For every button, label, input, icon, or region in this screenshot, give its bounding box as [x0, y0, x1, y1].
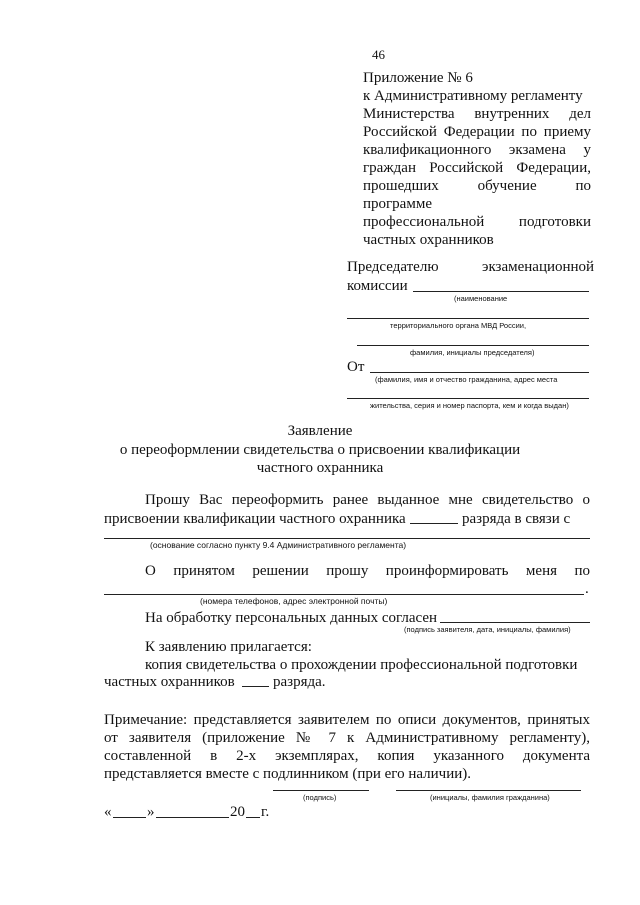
attached-label: К заявлению прилагается:: [145, 639, 312, 655]
applicant-address-line[interactable]: [347, 398, 589, 399]
appendix-line: профессиональной подготовки: [363, 214, 591, 230]
inform-word: меня: [525, 563, 557, 579]
request-line-2a: присвоении квалификации частного охранника: [104, 511, 406, 527]
appendix-line: прошедших обучение по программе: [363, 178, 591, 212]
note-line: представляется вместе с подлинником (при его наличии).: [104, 766, 471, 782]
doc-subtitle: о переоформлении свидетельства о присвоении квалификации: [119, 442, 521, 458]
inform-word: проинформировать: [385, 563, 509, 579]
appendix-line: Российской Федерации по приему: [363, 124, 591, 140]
date-year-suffix: г.: [261, 804, 270, 820]
hint-signature: (подпись заявителя, дата, инициалы, фамилия): [404, 625, 571, 634]
note-line: составленной в 2-х экземплярах, копия указанного документа: [104, 748, 590, 764]
qualification-grade-field[interactable]: [410, 523, 458, 524]
attached-copy-1: копия свидетельства о прохождении профессиональной подготовки: [145, 657, 578, 673]
inform-line: [145, 562, 590, 580]
date-month-field[interactable]: [156, 817, 229, 818]
contacts-line[interactable]: [104, 594, 584, 595]
initials-line[interactable]: [396, 790, 581, 791]
appendix-block: [363, 69, 591, 249]
attached-copy-2a: частных охранников: [104, 674, 235, 690]
date-open-quote: «: [104, 804, 112, 820]
applicant-name-line[interactable]: [370, 372, 589, 373]
hint-name: (наименование: [454, 294, 508, 303]
doc-title: Заявление: [287, 423, 353, 439]
commission-name-line[interactable]: [413, 291, 589, 292]
hint-citizen: (фамилия, имя и отчество гражданина, адрес места: [375, 375, 558, 384]
addressee-commission: комиссии: [347, 278, 408, 294]
inform-word: прошу: [326, 563, 369, 579]
note-line: Примечание: представляется заявителем по описи документов, принятых: [104, 712, 590, 728]
note-block: [104, 711, 590, 783]
attached-copy-2b: разряда.: [273, 674, 326, 690]
addressee-commission-type: экзаменационной: [482, 259, 595, 275]
addressee-chairman: Председателю: [347, 259, 439, 275]
chairman-name-line[interactable]: [357, 345, 589, 346]
inform-word: О: [145, 563, 156, 579]
inform-word: по: [574, 563, 590, 579]
signature-line[interactable]: [273, 790, 369, 791]
contacts-period: .: [585, 581, 589, 597]
inform-word: принятом: [173, 563, 235, 579]
date-year-field[interactable]: [246, 817, 260, 818]
date-close-quote: »: [147, 804, 155, 820]
appendix-line: квалификационного экзамена у: [363, 142, 591, 158]
basis-line[interactable]: [104, 538, 590, 539]
consent-signature-line[interactable]: [440, 622, 590, 623]
attached-grade-field[interactable]: [242, 686, 269, 687]
hint-initials: (инициалы, фамилия гражданина): [430, 793, 550, 802]
hint-sign: (подпись): [303, 793, 337, 802]
hint-territorial: территориального органа МВД России,: [390, 321, 527, 330]
territorial-organ-line[interactable]: [347, 318, 589, 319]
request-line-1: Прошу Вас переоформить ранее выданное мне свидетельство о: [145, 492, 590, 508]
date-day-field[interactable]: [113, 817, 146, 818]
inform-word: решении: [252, 563, 309, 579]
from-label: От: [347, 359, 365, 375]
appendix-line: граждан Российской Федерации,: [363, 160, 591, 176]
page-number: 46: [372, 47, 385, 62]
hint-chairman: фамилия, инициалы председателя): [410, 348, 535, 357]
appendix-title: Приложение № 6: [363, 70, 473, 86]
doc-subtitle-2: частного охранника: [256, 460, 384, 476]
appendix-line: частных охранников: [363, 232, 494, 248]
date-year-prefix: 20: [230, 804, 245, 820]
request-line-2b: разряда в связи с: [462, 511, 571, 527]
hint-basis: (основание согласно пункту 9.4 Административного регламента): [150, 540, 407, 550]
appendix-line: Министерства внутренних дел: [363, 106, 591, 122]
note-line: от заявителя (приложение № 7 к Административному регламенту),: [104, 730, 590, 746]
appendix-line: к Административному регламенту: [363, 88, 583, 104]
hint-passport: жительства, серия и номер паспорта, кем и когда выдан): [370, 401, 569, 410]
hint-contacts: (номера телефонов, адрес электронной почты): [200, 596, 388, 606]
consent-text: На обработку персональных данных согласен: [145, 610, 438, 626]
